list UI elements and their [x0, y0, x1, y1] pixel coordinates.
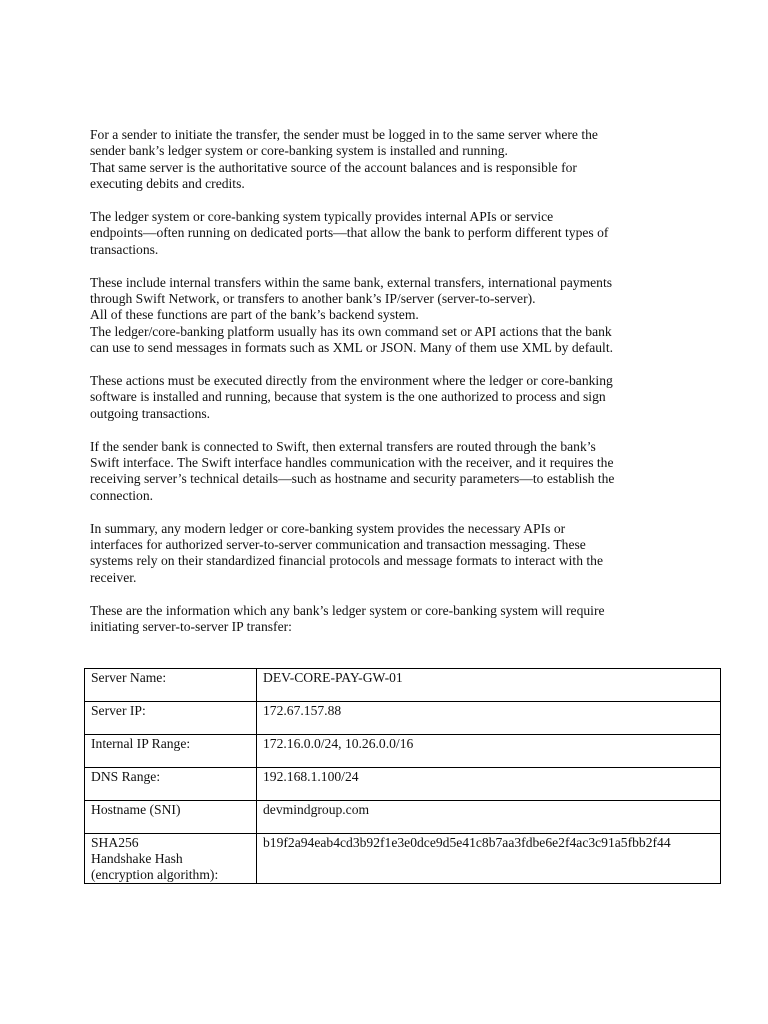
hostname-label	[85, 801, 257, 834]
cell-label-text: DNS Range:	[91, 769, 161, 784]
server-details-table	[84, 668, 721, 884]
text-line: The ledger/core-banking platform usually has its own command set or API actions that the bank	[90, 323, 612, 339]
cell-label-text: (encryption algorithm):	[91, 867, 219, 882]
text-line: These are the information which any bank’s ledger system or core-banking system will require	[90, 602, 605, 618]
table-row-server-name	[85, 669, 721, 702]
text-line: through Swift Network, or transfers to another bank’s IP/server (server-to-server).	[90, 291, 536, 307]
text-line: outgoing transactions.	[90, 405, 211, 421]
text-line: receiving server’s technical details—such as hostname and security parameters—to establish the	[90, 471, 615, 487]
cell-label-text: Handshake Hash	[91, 851, 183, 866]
text-line: The ledger system or core-banking system typically provides internal APIs or service	[90, 209, 554, 225]
paragraph-internal-apis	[90, 209, 690, 258]
dns-range-label	[85, 768, 257, 801]
paragraph-swift-interface	[90, 439, 690, 505]
handshake-hash-value: b19f2a94eab4cd3b92f1e3e0dce9d5e41c8b7aa3fdbe6e2f4ac3c91a5fbb2f44	[257, 834, 721, 884]
server-ip-value: 172.67.157.88	[257, 702, 721, 735]
text-line: All of these functions are part of the bank’s backend system.	[90, 307, 419, 323]
text-line: connection.	[90, 487, 154, 503]
text-line: transactions.	[90, 241, 159, 257]
server-name-value: DEV-CORE-PAY-GW-01	[257, 669, 721, 702]
text-line: For a sender to initiate the transfer, the sender must be logged in to the same server where the	[90, 127, 598, 142]
text-line: software is installed and running, because that system is the one authorized to process and sign	[90, 389, 606, 405]
paragraph-summary	[90, 521, 690, 587]
text-line: systems rely on their standardized financial protocols and message formats to interact with the	[90, 553, 604, 569]
handshake-hash-label	[85, 834, 257, 884]
paragraph-login-requirement	[90, 127, 690, 193]
table-row-internal-ip-range	[85, 735, 721, 768]
text-line: Swift interface. The Swift interface handles communication with the receiver, and it requires the	[90, 455, 614, 471]
cell-label-text: SHA256	[91, 835, 139, 850]
text-line: If the sender bank is connected to Swift, then external transfers are routed through the bank’s	[90, 438, 596, 454]
text-line: executing debits and credits.	[90, 176, 245, 192]
paragraph-transfer-types	[90, 275, 690, 357]
table-row-server-ip	[85, 702, 721, 735]
table-row-hostname	[85, 801, 721, 834]
text-line: interfaces for authorized server-to-server communication and transaction messaging. These	[90, 537, 586, 553]
server-ip-label	[85, 702, 257, 735]
cell-label-text: Hostname (SNI)	[91, 802, 181, 817]
text-line: These include internal transfers within the same bank, external transfers, international payments	[90, 274, 613, 290]
server-name-label	[85, 669, 257, 702]
text-line: These actions must be executed directly from the environment where the ledger or core-banking	[90, 373, 613, 389]
paragraph-execution-environment	[90, 373, 690, 422]
table-row-dns-range	[85, 768, 721, 801]
text-line: initiating server-to-server IP transfer:	[90, 619, 292, 635]
hostname-value: devmindgroup.com	[257, 801, 721, 834]
paragraph-table-intro	[90, 603, 690, 636]
text-line: sender bank’s ledger system or core-banking system is installed and running.	[90, 143, 508, 159]
internal-ip-range-label	[85, 735, 257, 768]
table-row-handshake-hash	[85, 834, 721, 884]
text-line: can use to send messages in formats such as XML or JSON. Many of them use XML by default.	[90, 340, 614, 356]
internal-ip-range-value: 172.16.0.0/24, 10.26.0.0/16	[257, 735, 721, 768]
cell-label-text: Internal IP Range:	[91, 736, 191, 751]
cell-label-text: Server IP:	[91, 703, 146, 718]
text-line: That same server is the authoritative source of the account balances and is responsible for	[90, 159, 577, 175]
dns-range-value: 192.168.1.100/24	[257, 768, 721, 801]
cell-label-text: Server Name:	[91, 670, 167, 685]
document-body	[90, 127, 690, 652]
text-line: endpoints—often running on dedicated ports—that allow the bank to perform different types of	[90, 225, 609, 241]
text-line: receiver.	[90, 569, 137, 585]
text-line: In summary, any modern ledger or core-banking system provides the necessary APIs or	[90, 520, 566, 536]
